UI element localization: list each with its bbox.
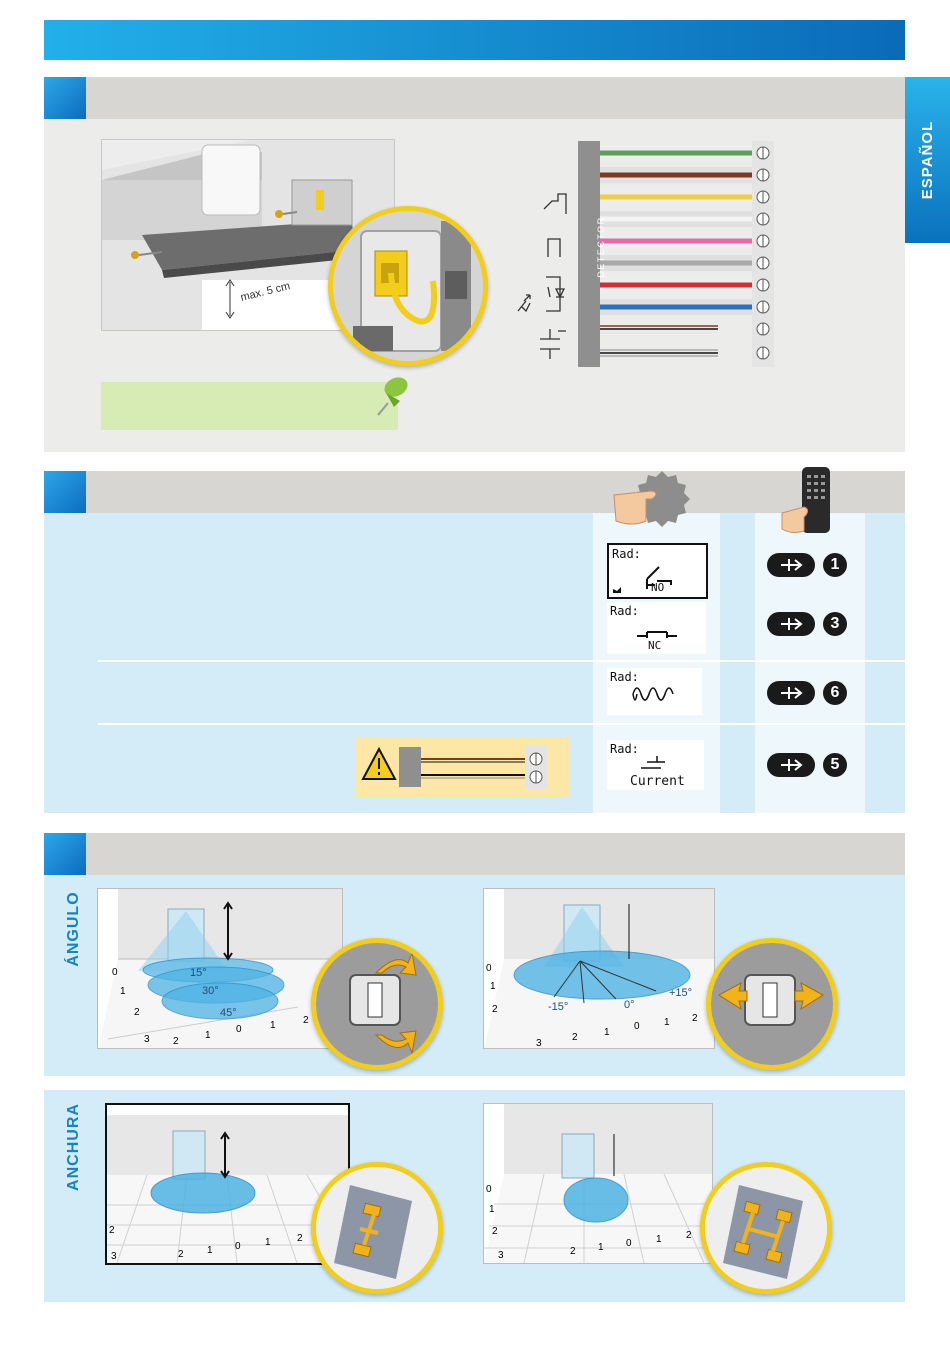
axis-y-1: 1 <box>490 981 496 992</box>
axis-x-2: 2 <box>173 1036 179 1047</box>
axis-x-2: 2 <box>572 1032 578 1043</box>
axis-x-1: 1 <box>265 1237 271 1248</box>
axis-x-2: 2 <box>303 1015 309 1026</box>
axis-x-2: 2 <box>570 1246 576 1257</box>
lcd-value: NO <box>651 581 665 594</box>
section-marker <box>44 77 86 119</box>
angle-diagram-right <box>483 888 715 1049</box>
connector-zoom-circle <box>328 206 488 366</box>
axis-x-1: 1 <box>664 1017 670 1028</box>
axis-y-3: 3 <box>498 1250 504 1261</box>
axis-y-2: 2 <box>109 1225 115 1236</box>
lcd-display-3 <box>607 668 702 715</box>
axis-x-2: 2 <box>297 1233 303 1244</box>
angle-label-plus15: +15° <box>669 987 693 999</box>
angle-adjust-zoom-left <box>311 938 443 1070</box>
axis-x-0: 0 <box>626 1238 632 1249</box>
axis-x-1: 1 <box>205 1030 211 1041</box>
axis-y-0: 0 <box>112 967 118 978</box>
angle-label-30: 30° <box>202 985 219 997</box>
axis-x-0: 0 <box>235 1241 241 1252</box>
axis-x-1: 1 <box>656 1234 662 1245</box>
row-divider <box>98 660 905 662</box>
axis-x-2: 2 <box>692 1013 698 1024</box>
axis-y-1: 1 <box>120 986 126 997</box>
remote-number-button[interactable]: 1 <box>823 553 847 577</box>
section-marker <box>44 833 86 875</box>
sine-wave-icon <box>607 668 702 715</box>
remote-number-button[interactable]: 3 <box>823 612 847 636</box>
axis-y-2: 2 <box>134 1007 140 1018</box>
axis-x-1: 1 <box>604 1027 610 1038</box>
angle-label-minus15: -15° <box>548 1001 569 1013</box>
axis-x-1: 1 <box>598 1242 604 1253</box>
lcd-label: Rad: <box>610 604 639 618</box>
axis-x-1: 1 <box>207 1245 213 1256</box>
remote-number-button[interactable]: 5 <box>823 753 847 777</box>
angle-label-15: 15° <box>190 967 207 979</box>
section-marker <box>44 471 86 513</box>
note-box <box>101 382 398 430</box>
hand-gear-icon <box>612 465 692 529</box>
top-header-bar <box>44 20 905 60</box>
axis-y-3: 3 <box>536 1038 542 1049</box>
remote-function-button[interactable] <box>767 753 815 777</box>
axis-x-2: 2 <box>178 1249 184 1260</box>
row-divider <box>98 723 905 725</box>
remote-function-button[interactable] <box>767 612 815 636</box>
lcd-value: NC <box>648 639 662 652</box>
width-setting-zoom-right <box>700 1162 832 1294</box>
lcd-display-2 <box>607 602 706 654</box>
language-label: ESPAÑOL <box>919 120 936 200</box>
axis-y-3: 3 <box>144 1034 150 1045</box>
axis-y-3: 3 <box>111 1251 117 1262</box>
distance-label: max. 5 cm <box>239 280 292 304</box>
axis-y-0: 0 <box>486 1184 492 1195</box>
section-installation-header <box>44 77 905 119</box>
axis-x-2: 2 <box>686 1230 692 1241</box>
remote-function-button[interactable] <box>767 681 815 705</box>
axis-y-2: 2 <box>492 1226 498 1237</box>
width-setting-zoom-left <box>311 1162 443 1294</box>
lcd-label: Rad: <box>612 547 641 561</box>
wiring-diagram <box>500 139 780 369</box>
axis-y-2: 2 <box>492 1004 498 1015</box>
language-tab[interactable] <box>905 77 950 243</box>
section-adjust-header <box>44 833 905 875</box>
width-side-label: ANCHURA <box>65 1103 82 1191</box>
axis-y-0: 0 <box>486 963 492 974</box>
lcd-value: Current <box>630 774 685 789</box>
detector-label: DETECTOR <box>596 216 606 278</box>
axis-y-1: 1 <box>489 1204 495 1215</box>
angle-side-label: ÁNGULO <box>65 891 82 967</box>
lcd-label: Rad: <box>610 742 639 756</box>
pushpin-icon <box>372 373 412 417</box>
axis-x-1: 1 <box>270 1020 276 1031</box>
axis-x-0: 0 <box>236 1024 242 1035</box>
lcd-label: Rad: <box>610 670 639 684</box>
angle-label-45: 45° <box>220 1007 237 1019</box>
warning-wiring-box <box>355 737 570 797</box>
angle-label-0: 0° <box>624 999 635 1011</box>
remote-control-icon <box>780 465 840 537</box>
remote-function-button[interactable] <box>767 553 815 577</box>
section-settings-header <box>44 471 905 513</box>
axis-x-0: 0 <box>634 1021 640 1032</box>
lcd-display-1 <box>607 543 708 599</box>
lcd-display-4 <box>607 740 704 790</box>
angle-adjust-zoom-right <box>706 938 838 1070</box>
width-diagram-right <box>483 1103 713 1264</box>
remote-number-button[interactable]: 6 <box>823 681 847 705</box>
angle-diagram-left <box>97 888 343 1049</box>
